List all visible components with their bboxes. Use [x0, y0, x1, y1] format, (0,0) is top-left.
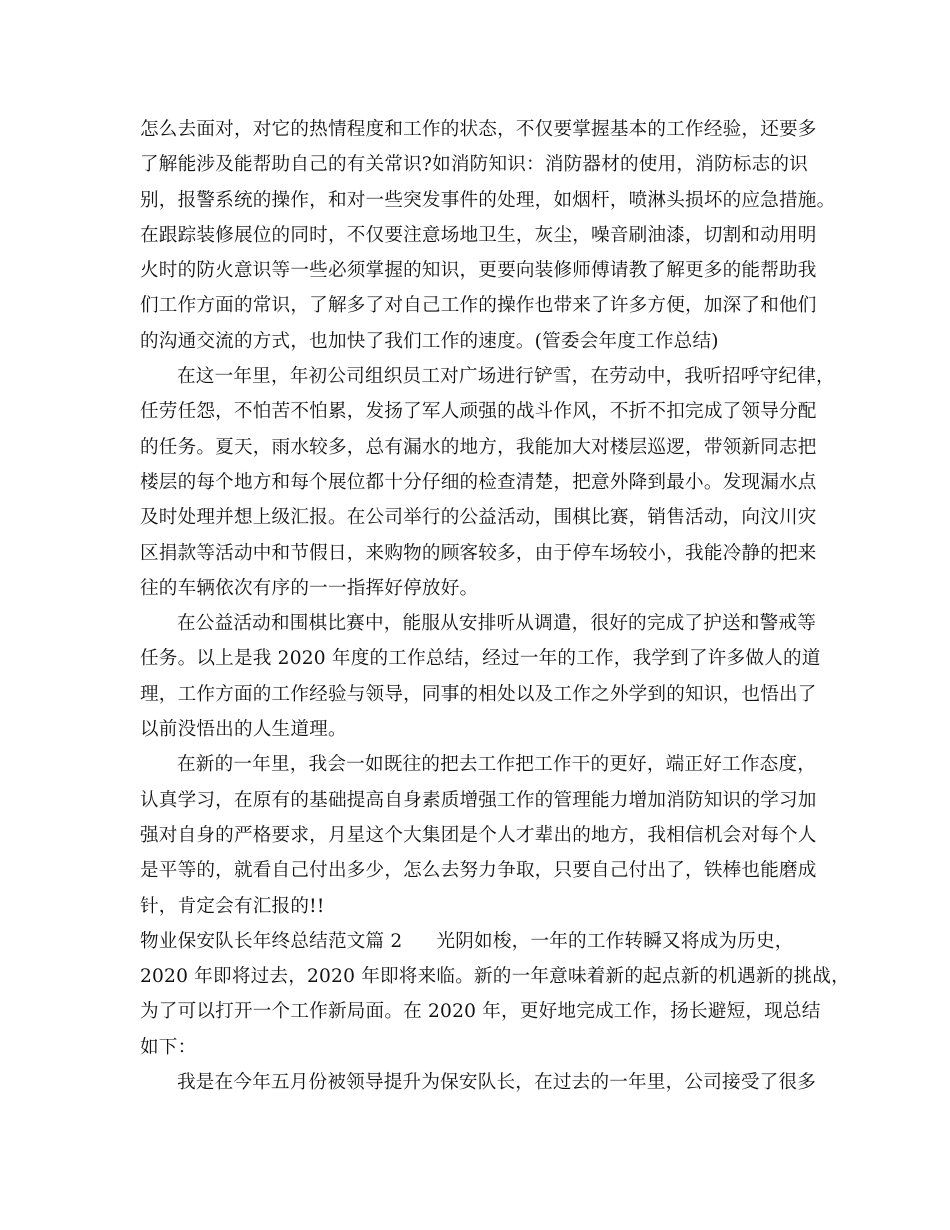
text-line: 们工作方面的常识，了解多了对自己工作的操作也带来了许多方便，加深了和他们	[140, 295, 817, 317]
section-heading: 物业保安队长年终总结范文篇 2	[140, 930, 403, 952]
text-line: 区捐款等活动中和节假日，来购物的顾客较多，由于停车场较小，我能冷静的把来	[140, 542, 817, 564]
text-line: 及时处理并想上级汇报。在公司举行的公益活动，围棋比赛，销售活动，向汶川灾	[140, 507, 817, 529]
text-line: 怎么去面对，对它的热情程度和工作的状态，不仅要掌握基本的工作经验，还要多	[140, 119, 817, 140]
text-line: 火时的防火意识等一些必须掌握的知识，更要向装修师傅请教了解更多的能帮助我	[140, 260, 817, 282]
text-line: 楼层的每个地方和每个展位都十分仔细的检查清楚，把意外降到最小。发现漏水点	[140, 471, 817, 493]
text-line: 任劳任怨，不怕苦不怕累，发扬了军人顽强的战斗作风，不折不扣完成了领导分配	[140, 401, 817, 423]
text-line: 强对自身的严格要求，月星这个大集团是个人才辈出的地方，我相信机会对每个人	[140, 824, 817, 846]
text-line: 为了可以打开一个工作新局面。在 2020 年，更好地完成工作，扬长避短，现总结	[140, 1001, 821, 1023]
document-body	[140, 112, 850, 1100]
text-line: 了解能涉及能帮助自己的有关常识?如消防知识：消防器材的使用，消防标志的识	[140, 154, 808, 176]
text-line: 认真学习，在原有的基础提高自身素质增强工作的管理能力增加消防知识的学习加	[140, 789, 817, 811]
section-heading-line	[140, 924, 830, 959]
text-line: 别，报警系统的操作，和对一些突发事件的处理，如烟杆，喷淋头损坏的应急措施。	[140, 189, 836, 211]
text-line: 理，工作方面的工作经验与领导，同事的相处以及工作之外学到的知识，也悟出了	[140, 683, 817, 705]
text-line: 针，肯定会有汇报的!!	[140, 895, 325, 917]
paragraph-start-line: 在新的一年里，我会一如既往的把去工作把工作干的更好，端正好工作态度，	[177, 754, 816, 776]
text-line: 是平等的，就看自己付出多少，怎么去努力争取，只要自己付出了，铁棒也能磨成	[140, 860, 817, 882]
text-line: 在跟踪装修展位的同时，不仅要注意场地卫生，灰尘，噪音刷油漆，切割和动用明	[140, 224, 817, 246]
text-line: 任务。以上是我 2020 年度的工作总结，经过一年的工作，我学到了许多做人的道	[140, 648, 821, 670]
paragraph-start-line: 我是在今年五月份被领导提升为保安队长，在过去的一年里，公司接受了很多	[177, 1072, 816, 1094]
text-line: 2020 年即将过去，2020 年即将来临。新的一年意味着新的起点新的机遇新的挑战，	[140, 966, 850, 988]
text-line: 往的车辆依次有序的一一指挥好停放好。	[140, 577, 479, 599]
paragraph-start-line: 在这一年里，年初公司组织员工对广场进行铲雪，在劳动中，我听招呼守纪律，	[177, 366, 835, 388]
section-first-sentence: 光阴如梭，一年的工作转瞬又将成为历史，	[436, 930, 794, 952]
text-line: 的任务。夏天，雨水较多，总有漏水的地方，我能加大对楼层巡逻，带领新同志把	[140, 436, 817, 458]
text-line: 以前没悟出的人生道理。	[140, 719, 347, 741]
text-line: 如下：	[140, 1036, 197, 1058]
paragraph-start-line: 在公益活动和围棋比赛中，能服从安排听从调遣，很好的完成了护送和警戒等	[177, 613, 816, 635]
text-line: 的沟通交流的方式，也加快了我们工作的速度。(管委会年度工作总结)	[140, 330, 719, 352]
